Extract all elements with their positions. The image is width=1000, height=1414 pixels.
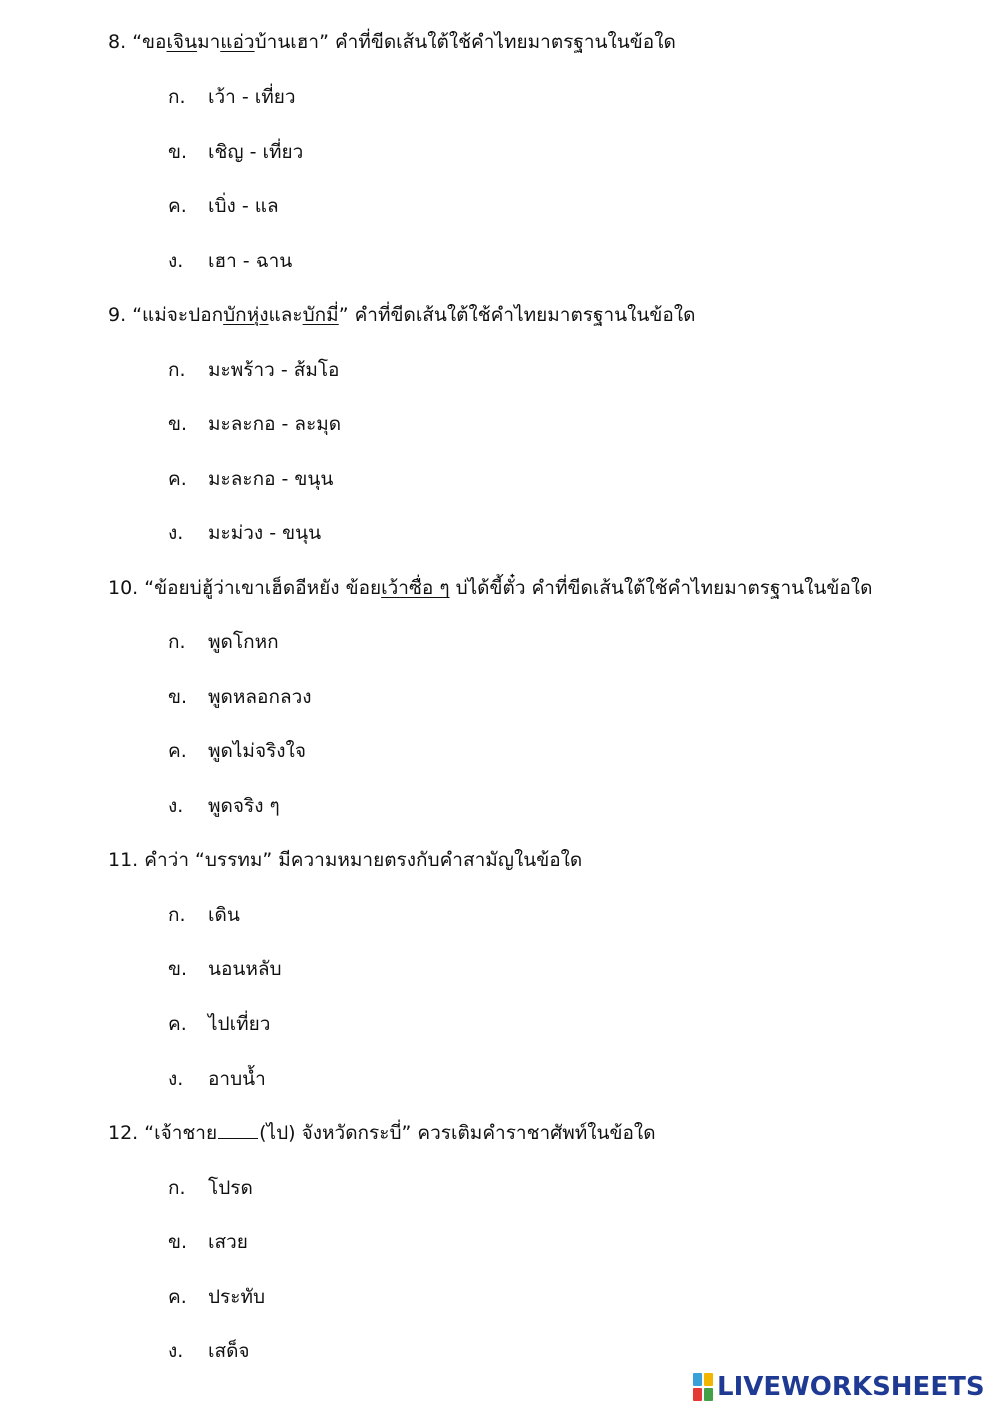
option-text: มะม่วง - ขนุน (208, 522, 322, 544)
option-label: ง. (168, 250, 184, 272)
option-label: ข. (168, 141, 188, 163)
question-10 (108, 575, 872, 601)
question-text: (ไป) จังหวัดกระบี่” ควรเติมคำราชาศัพท์ในข้อใด (259, 1122, 656, 1144)
option-11-d[interactable] (168, 1066, 266, 1092)
question-text: ” คำที่ขีดเส้นใต้ใช้คำไทยมาตรฐานในข้อใด (338, 304, 696, 326)
logo-square (704, 1373, 713, 1386)
option-11-b[interactable] (168, 956, 282, 982)
option-8-b[interactable] (168, 139, 303, 165)
question-text: “ขอ (132, 31, 167, 53)
question-text: “ข้อยบ่ฮู้ว่าเขาเฮ็ดอีหยัง ข้อย (144, 577, 382, 599)
option-text: พูดไม่จริงใจ (208, 740, 306, 762)
option-11-a[interactable] (168, 902, 240, 928)
underlined-word: บักหุ่ง (223, 304, 269, 326)
logo-square (693, 1373, 702, 1386)
option-12-a[interactable] (168, 1175, 253, 1201)
question-text: “แม่จะปอก (132, 304, 224, 326)
option-label: ข. (168, 1231, 188, 1253)
underlined-word: แอ่ว (220, 31, 255, 53)
logo-square (693, 1388, 702, 1401)
option-10-d[interactable] (168, 793, 280, 819)
option-label: ข. (168, 413, 188, 435)
option-text: เว้า - เที่ยว (208, 86, 296, 108)
option-label: ก. (168, 86, 186, 108)
option-label: ก. (168, 631, 186, 653)
option-text: เฮา - ฉาน (208, 250, 293, 272)
option-label: ค. (168, 1286, 187, 1308)
question-12 (108, 1120, 656, 1146)
option-text: มะละกอ - ขนุน (208, 468, 334, 490)
question-text: บ้านเฮา” คำที่ขีดเส้นใต้ใช้คำไทยมาตรฐานในข้อใด (254, 31, 676, 53)
question-text: บ่ได้ขี้ตั๋ว คำที่ขีดเส้นใต้ใช้คำไทยมาตรฐานในข้อใด (449, 577, 873, 599)
underlined-word: เว้าซื่อ ๆ (381, 577, 450, 599)
question-text: มา (197, 31, 221, 53)
option-label: ข. (168, 686, 188, 708)
option-label: ง. (168, 1068, 184, 1090)
option-label: ก. (168, 1177, 186, 1199)
option-text: เบิ่ง - แล (208, 195, 279, 217)
option-text: นอนหลับ (208, 958, 282, 980)
question-number: 11. (108, 849, 139, 871)
underlined-word: บักมี่ (302, 304, 339, 326)
question-text: “เจ้าชาย (144, 1122, 218, 1144)
option-9-b[interactable] (168, 411, 341, 437)
option-label: ก. (168, 904, 186, 926)
option-label: ค. (168, 1013, 187, 1035)
option-8-d[interactable] (168, 248, 292, 274)
option-9-c[interactable] (168, 466, 333, 492)
option-12-d[interactable] (168, 1338, 250, 1364)
option-label: ง. (168, 795, 184, 817)
option-text: โปรด (208, 1177, 253, 1199)
option-text: มะพร้าว - ส้มโอ (208, 359, 340, 381)
option-label: ก. (168, 359, 186, 381)
watermark-text: LIVEWORKSHEETS (717, 1372, 985, 1402)
option-label: ค. (168, 468, 187, 490)
option-text: เสวย (208, 1231, 248, 1253)
option-text: ประทับ (208, 1286, 266, 1308)
option-10-a[interactable] (168, 629, 279, 655)
option-text: พูดโกหก (208, 631, 279, 653)
option-text: อาบน้ำ (208, 1068, 266, 1090)
option-8-a[interactable] (168, 84, 296, 110)
option-text: มะละกอ - ละมุด (208, 413, 342, 435)
question-number: 9. (108, 304, 127, 326)
liveworksheets-watermark (692, 1372, 985, 1402)
option-text: เสด็จ (208, 1340, 250, 1362)
question-number: 8. (108, 31, 127, 53)
option-text: เดิน (208, 904, 240, 926)
option-12-c[interactable] (168, 1284, 265, 1310)
option-9-a[interactable] (168, 357, 339, 383)
underlined-word: เจิน (166, 31, 198, 53)
option-11-c[interactable] (168, 1011, 270, 1037)
option-10-b[interactable] (168, 684, 312, 710)
option-text: พูดจริง ๆ (208, 795, 280, 817)
option-text: ไปเที่ยว (208, 1013, 271, 1035)
option-text: พูดหลอกลวง (208, 686, 312, 708)
option-9-d[interactable] (168, 520, 321, 546)
question-text: และ (268, 304, 303, 326)
question-9 (108, 302, 695, 328)
question-number: 12. (108, 1122, 139, 1144)
logo-square (704, 1388, 713, 1401)
option-label: ง. (168, 522, 184, 544)
option-10-c[interactable] (168, 738, 306, 764)
question-11 (108, 847, 582, 873)
answer-blank[interactable] (218, 1120, 258, 1139)
option-label: ค. (168, 740, 187, 762)
option-label: ง. (168, 1340, 184, 1362)
option-12-b[interactable] (168, 1229, 248, 1255)
option-8-c[interactable] (168, 193, 279, 219)
option-label: ข. (168, 958, 188, 980)
question-8 (108, 29, 676, 55)
liveworksheets-logo-icon (692, 1372, 714, 1402)
question-text: คำว่า “บรรทม” มีความหมายตรงกับคำสามัญในข้อใด (144, 849, 583, 871)
question-number: 10. (108, 577, 139, 599)
option-label: ค. (168, 195, 187, 217)
option-text: เชิญ - เที่ยว (208, 141, 304, 163)
